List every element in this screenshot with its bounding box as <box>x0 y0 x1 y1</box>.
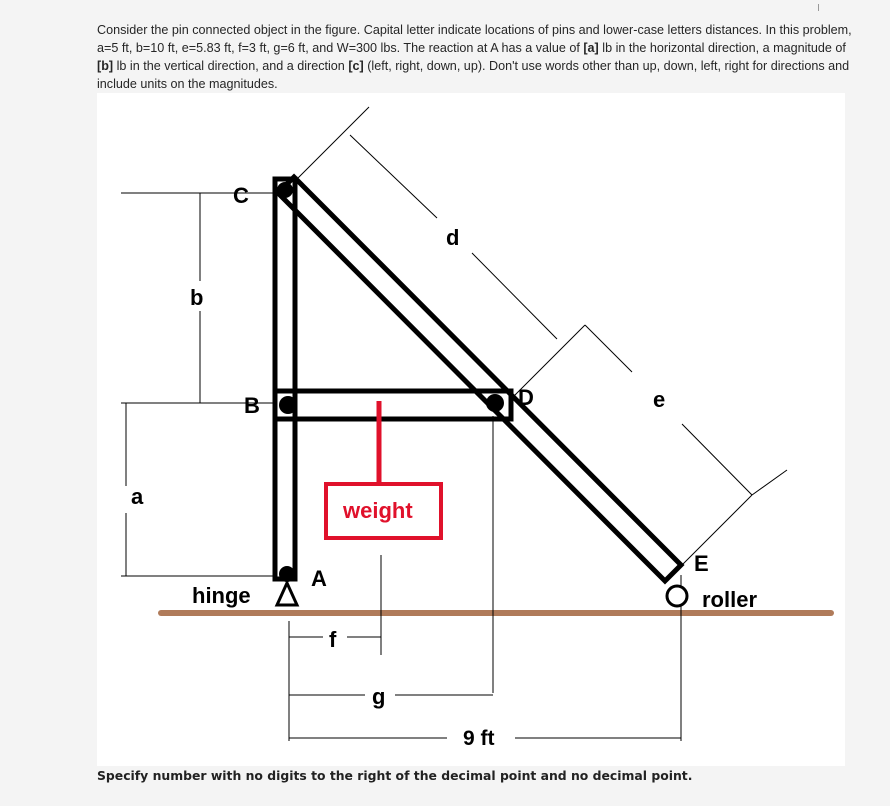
label-f: f <box>329 627 337 652</box>
label-a: a <box>131 484 144 509</box>
frame-diagram-svg <box>97 93 845 766</box>
member-ca <box>275 179 295 579</box>
label-hinge: hinge <box>192 583 251 608</box>
blank-b: [b] <box>97 59 114 73</box>
question-text <box>97 21 857 93</box>
pin-b <box>279 396 297 414</box>
label-c: C <box>233 183 249 208</box>
frame-diagram <box>97 93 845 766</box>
question-part-2: lb in the horizontal direction, a magnitude of <box>598 41 846 55</box>
label-d-point: D <box>518 385 534 410</box>
answer-format-note: Specify number with no digits to the right of the decimal point and no decimal point. <box>97 768 693 783</box>
label-span: 9 ft <box>463 727 495 750</box>
corner-mark <box>818 4 819 11</box>
label-g: g <box>372 684 386 709</box>
label-b: b <box>190 285 204 310</box>
question-part-1: Consider the pin connected object in the figure. Capital letter indicate locations of pins and lower-case letters distances. In this problem, a=5 ft, b=10 ft, e=5.83 ft, f=3 ft, g=6 ft, and W=300 lbs. The reaction at A has a value of <box>97 23 852 55</box>
member-bd <box>275 391 511 419</box>
dimension-f-g-span <box>289 416 681 741</box>
pin-c <box>277 182 293 198</box>
dimension-a-b <box>121 193 275 576</box>
label-d: d <box>446 225 460 250</box>
roller-support <box>667 586 687 606</box>
label-e-point: E <box>694 551 709 576</box>
blank-a: [a] <box>583 41 599 55</box>
label-a-point: A <box>311 566 327 591</box>
pin-d <box>486 394 504 412</box>
blank-c: [c] <box>348 59 364 73</box>
label-roller: roller <box>702 587 758 612</box>
question-part-4: (left, right, down, up). Don't use words other than up, down, left, right for directions and include units on the magnitudes. <box>97 59 850 91</box>
question-part-3: lb in the vertical direction, and a direction <box>113 59 349 73</box>
hinge-support <box>277 583 297 605</box>
label-weight: weight <box>343 498 413 523</box>
label-e: e <box>653 387 666 412</box>
label-b-point: B <box>244 393 260 418</box>
